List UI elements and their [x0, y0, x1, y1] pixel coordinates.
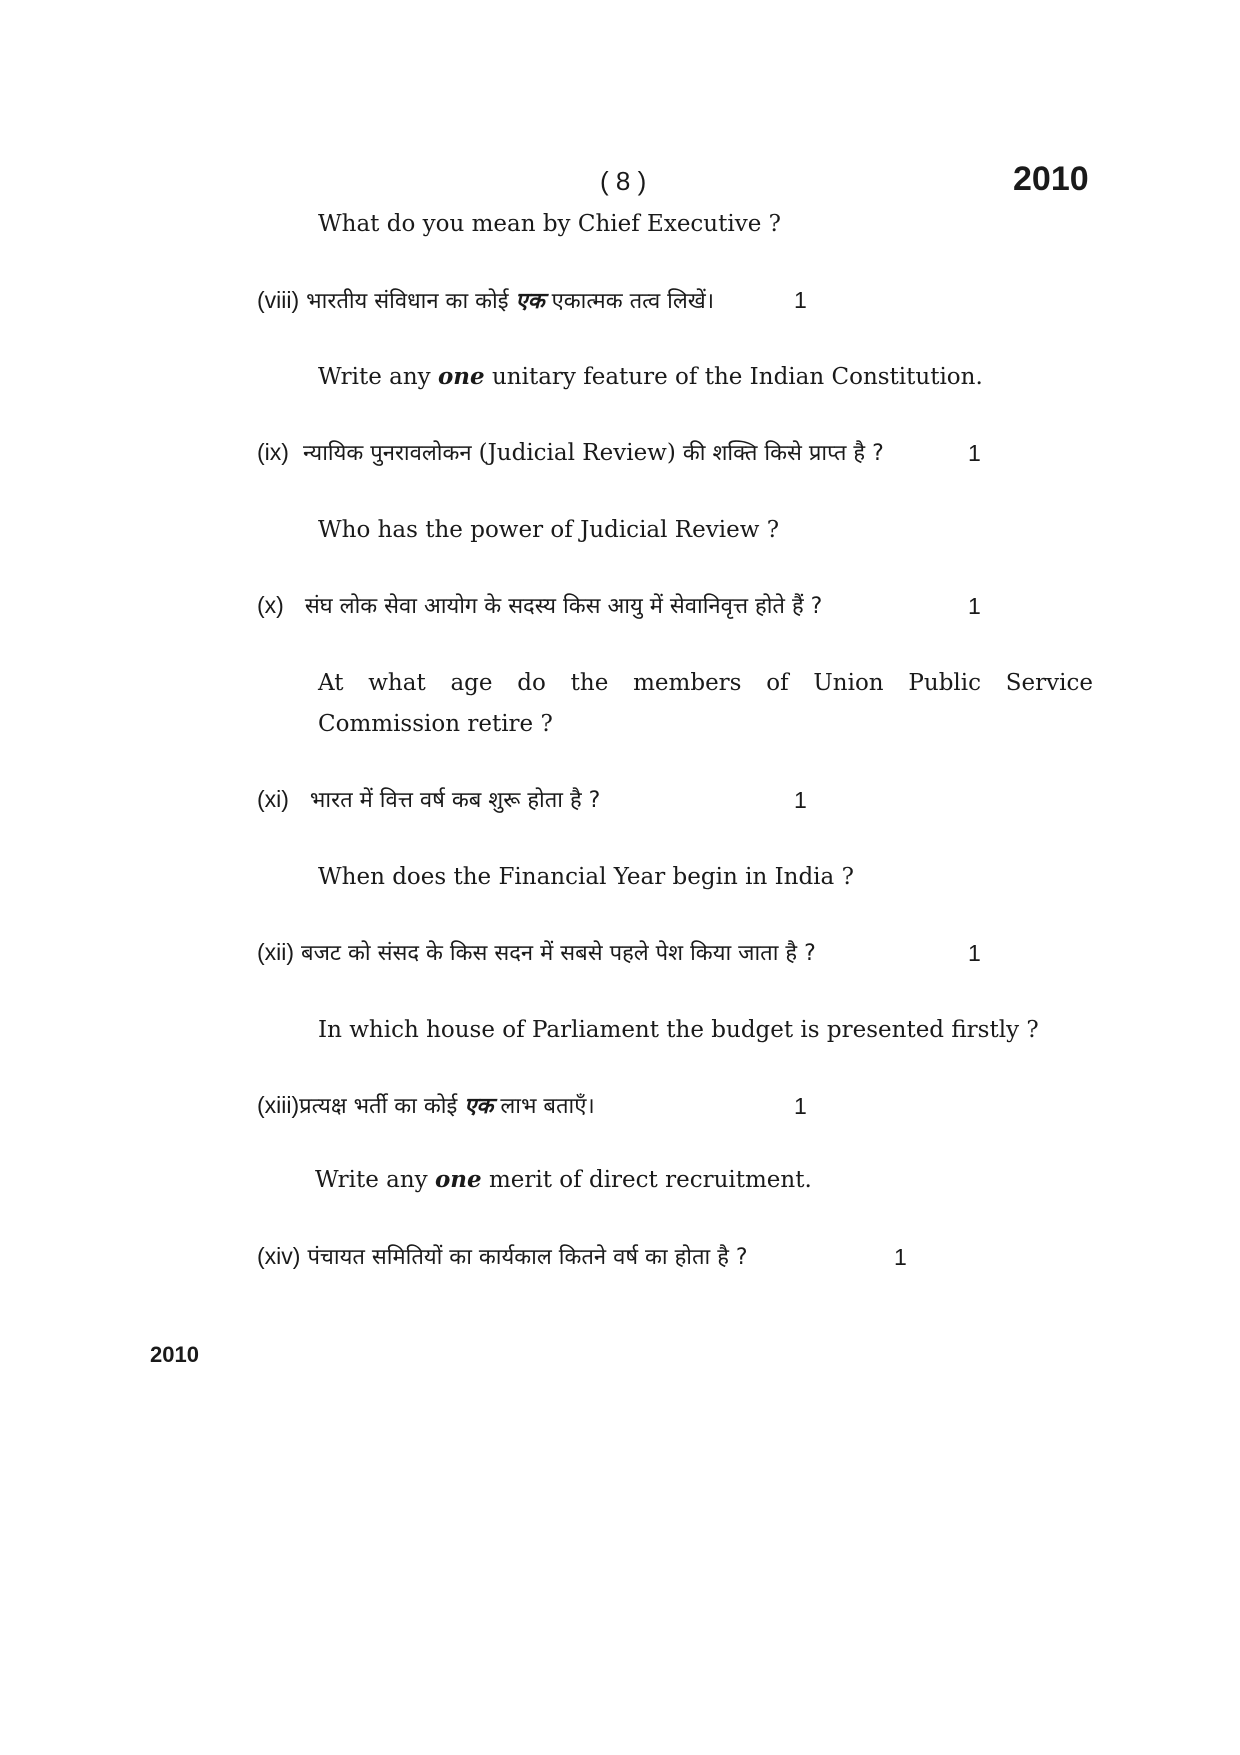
marks: 1 — [968, 440, 981, 466]
question-hindi-text: संघ लोक सेवा आयोग के सदस्य किस आयु में सेवानिवृत्त होते हैं ? — [304, 594, 823, 619]
question-english-text: unitary feature of the Indian Constitution. — [491, 364, 983, 390]
inline-english-term: (Judicial Review) — [478, 440, 676, 466]
question-english-text: Write any — [315, 1167, 428, 1193]
marks: 1 — [794, 1093, 807, 1119]
question-hindi-text: पंचायत समितियों का कार्यकाल कितने वर्ष का होता है ? — [307, 1245, 748, 1270]
question-hindi-text: भारतीय संविधान का कोई — [306, 289, 509, 314]
marks: 1 — [794, 787, 807, 813]
question-english: When does the Financial Year begin in India ? — [318, 864, 854, 890]
question-english — [318, 357, 983, 397]
marks: 1 — [968, 940, 981, 966]
question-hindi-text: की शक्ति किसे प्राप्त है ? — [682, 441, 884, 466]
header-year: 2010 — [1013, 160, 1089, 198]
emphasis-text: एक — [515, 289, 545, 314]
question-hindi — [257, 934, 816, 972]
marks: 1 — [968, 593, 981, 619]
question-english: What do you mean by Chief Executive ? — [318, 211, 781, 237]
question-hindi — [257, 781, 600, 819]
page-number: ( 8 ) — [600, 166, 647, 196]
marks: 1 — [794, 287, 807, 313]
question-number: (xiv) — [257, 1243, 301, 1269]
question-number: (xi) — [257, 786, 289, 812]
emphasis-text: one — [434, 1166, 482, 1193]
question-english-line: At what age do the members of Union Public Service — [318, 670, 1093, 696]
question-number: (ix) — [257, 439, 289, 465]
question-hindi — [257, 587, 822, 625]
question-hindi — [257, 1238, 748, 1276]
question-english: Who has the power of Judicial Review ? — [318, 517, 780, 543]
emphasis-text: एक — [464, 1094, 494, 1119]
question-number: (x) — [257, 592, 284, 618]
marks: 1 — [894, 1244, 907, 1270]
question-hindi-text: प्रत्यक्ष भर्ती का कोई — [299, 1094, 458, 1119]
footer-year: 2010 — [150, 1342, 199, 1367]
question-hindi-text: लाभ बताएँ। — [500, 1094, 595, 1119]
question-hindi-text: भारत में वित्त वर्ष कब शुरू होता है ? — [309, 788, 601, 813]
question-hindi — [257, 434, 884, 472]
question-hindi — [257, 282, 714, 320]
question-english — [315, 1160, 812, 1200]
question-hindi — [257, 1087, 595, 1125]
question-hindi-text: बजट को संसद के किस सदन में सबसे पहले पेश किया जाता है ? — [301, 941, 816, 966]
emphasis-text: one — [437, 363, 485, 390]
question-english-text: merit of direct recruitment. — [488, 1167, 812, 1193]
question-number: (viii) — [257, 287, 300, 313]
question-hindi-text: एकात्मक तत्व लिखें। — [551, 289, 715, 314]
question-english-line: Commission retire ? — [318, 711, 553, 737]
question-hindi-text: न्यायिक पुनरावलोकन — [302, 441, 472, 466]
question-number: (xii) — [257, 939, 295, 965]
question-number: (xiii) — [257, 1092, 300, 1118]
question-english-text: Write any — [318, 364, 431, 390]
question-english: In which house of Parliament the budget is presented firstly ? — [318, 1017, 1039, 1043]
